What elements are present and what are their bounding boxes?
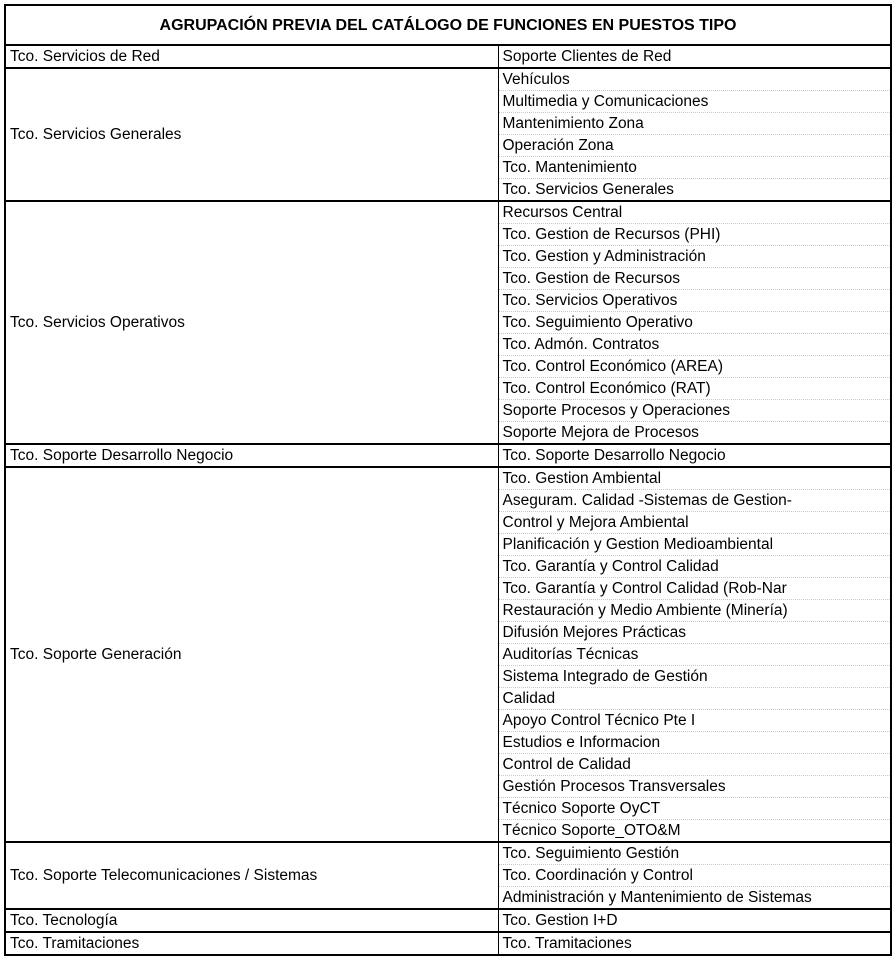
function-cell: Auditorías Técnicas <box>498 644 891 666</box>
function-cell: Tco. Coordinación y Control <box>498 865 891 887</box>
function-cell: Tco. Control Económico (RAT) <box>498 378 891 400</box>
group-name-cell: Tco. Soporte Generación <box>5 467 498 842</box>
function-cell: Recursos Central <box>498 201 891 224</box>
function-cell: Calidad <box>498 688 891 710</box>
function-cell: Tco. Garantía y Control Calidad <box>498 556 891 578</box>
table-title: AGRUPACIÓN PREVIA DEL CATÁLOGO DE FUNCIONES EN PUESTOS TIPO <box>5 5 891 45</box>
table-row <box>5 201 891 224</box>
function-cell: Tco. Seguimiento Operativo <box>498 312 891 334</box>
group-name-cell: Tco. Servicios de Red <box>5 45 498 68</box>
function-cell: Tco. Garantía y Control Calidad (Rob-Nar <box>498 578 891 600</box>
table-body <box>5 45 891 955</box>
function-cell: Soporte Procesos y Operaciones <box>498 400 891 422</box>
function-cell: Multimedia y Comunicaciones <box>498 91 891 113</box>
function-cell: Sistema Integrado de Gestión <box>498 666 891 688</box>
function-cell: Apoyo Control Técnico Pte I <box>498 710 891 732</box>
function-cell: Tco. Mantenimiento <box>498 157 891 179</box>
group-name-cell: Tco. Tramitaciones <box>5 932 498 955</box>
group-name-cell: Tco. Soporte Desarrollo Negocio <box>5 444 498 467</box>
table-row <box>5 842 891 865</box>
table-row <box>5 68 891 91</box>
table-row <box>5 467 891 490</box>
group-name-cell: Tco. Servicios Operativos <box>5 201 498 444</box>
function-cell: Vehículos <box>498 68 891 91</box>
table-row <box>5 909 891 932</box>
function-cell: Tco. Admón. Contratos <box>498 334 891 356</box>
function-cell: Aseguram. Calidad -Sistemas de Gestion- <box>498 490 891 512</box>
function-cell: Mantenimiento Zona <box>498 113 891 135</box>
function-cell: Tco. Gestion de Recursos <box>498 268 891 290</box>
function-cell: Tco. Control Económico (AREA) <box>498 356 891 378</box>
function-cell: Técnico Soporte_OTO&M <box>498 820 891 843</box>
table-row <box>5 45 891 68</box>
function-cell: Tco. Soporte Desarrollo Negocio <box>498 444 891 467</box>
function-cell: Gestión Procesos Transversales <box>498 776 891 798</box>
function-cell: Restauración y Medio Ambiente (Minería) <box>498 600 891 622</box>
function-cell: Administración y Mantenimiento de Sistemas <box>498 887 891 910</box>
table-row <box>5 932 891 955</box>
function-cell: Control y Mejora Ambiental <box>498 512 891 534</box>
function-cell: Tco. Gestion y Administración <box>498 246 891 268</box>
function-cell: Estudios e Informacion <box>498 732 891 754</box>
function-cell: Técnico Soporte OyCT <box>498 798 891 820</box>
function-cell: Soporte Clientes de Red <box>498 45 891 68</box>
table-row <box>5 444 891 467</box>
function-cell: Difusión Mejores Prácticas <box>498 622 891 644</box>
function-cell: Tco. Gestion de Recursos (PHI) <box>498 224 891 246</box>
function-cell: Tco. Gestion I+D <box>498 909 891 932</box>
function-cell: Tco. Servicios Generales <box>498 179 891 202</box>
function-cell: Tco. Tramitaciones <box>498 932 891 955</box>
group-name-cell: Tco. Soporte Telecomunicaciones / Sistemas <box>5 842 498 909</box>
function-cell: Tco. Servicios Operativos <box>498 290 891 312</box>
function-cell: Planificación y Gestion Medioambiental <box>498 534 891 556</box>
title-row <box>5 5 891 45</box>
group-name-cell: Tco. Tecnología <box>5 909 498 932</box>
function-cell: Control de Calidad <box>498 754 891 776</box>
catalog-table <box>4 4 892 956</box>
function-cell: Operación Zona <box>498 135 891 157</box>
function-cell: Tco. Gestion Ambiental <box>498 467 891 490</box>
group-name-cell: Tco. Servicios Generales <box>5 68 498 201</box>
function-cell: Soporte Mejora de Procesos <box>498 422 891 445</box>
function-cell: Tco. Seguimiento Gestión <box>498 842 891 865</box>
